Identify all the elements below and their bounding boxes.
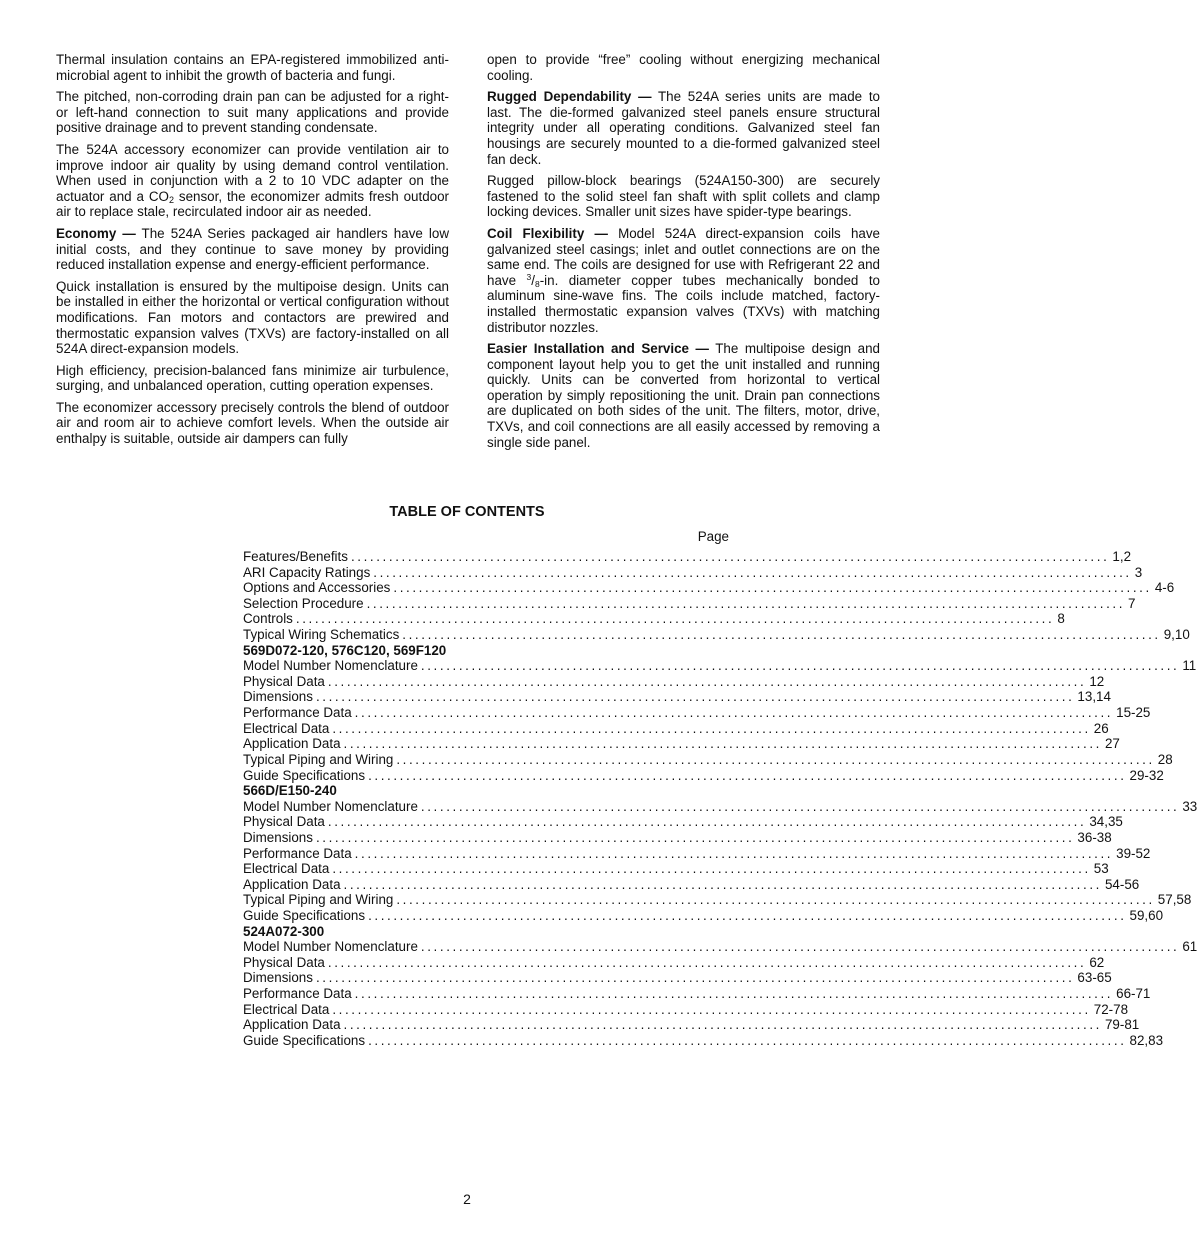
toc-entry — [243, 1001, 1129, 1018]
fraction-denominator: 8 — [534, 278, 540, 289]
toc-entry-page: 15-25 — [1116, 705, 1151, 721]
toc-entry-label: Application Data — [243, 1017, 341, 1033]
toc-entry — [243, 658, 1197, 674]
toc-entry-page: 62 — [1089, 954, 1105, 970]
toc-entry-page: 63-65 — [1077, 970, 1112, 986]
table-of-contents — [243, 529, 1197, 1049]
toc-entry-label: Physical Data — [243, 814, 325, 830]
toc-entry-page: 33 — [1182, 798, 1197, 814]
toc-entry — [243, 876, 1140, 893]
toc-entry-label: Model Number Nomenclature — [243, 939, 418, 955]
toc-entry — [243, 673, 1105, 690]
toc-entry-page: 82,83 — [1129, 1032, 1164, 1048]
toc-entry — [243, 954, 1105, 971]
toc-entry — [243, 845, 1151, 862]
toc-entry — [243, 939, 1197, 955]
toc-entry-label: Model Number Nomenclature — [243, 798, 418, 814]
toc-entry — [243, 705, 1151, 721]
toc-entry-label: Electrical Data — [243, 720, 330, 736]
toc-entry — [243, 814, 1123, 830]
toc-entry-page: 13,14 — [1077, 689, 1111, 705]
toc-entry-page: 54-56 — [1104, 876, 1140, 892]
paragraph-lead-heading: Easier Installation and Service — — [487, 341, 709, 357]
toc-entry-label: Physical Data — [243, 673, 325, 689]
toc-section-entries — [243, 798, 1197, 924]
toc-entry-page: 29-32 — [1129, 767, 1164, 783]
toc-entry-page: 1,2 — [1112, 549, 1132, 564]
page-number: 2 — [463, 1191, 471, 1207]
toc-entry-page: 34,35 — [1089, 814, 1123, 830]
toc-dot-leader: ........................................................................................................................ — [354, 845, 1114, 861]
subscript: 2 — [168, 194, 174, 205]
toc-section-heading: 569D072-120, 576C120, 569F120 — [243, 642, 447, 658]
toc-entry-label: Performance Data — [243, 986, 352, 1002]
toc-dot-leader: ........................................................................................................................ — [393, 580, 1152, 596]
toc-dot-leader: ........................................................................................................................ — [315, 689, 1075, 705]
toc-entry-label: Features/Benefits — [243, 549, 348, 564]
toc-entry-label: Electrical Data — [243, 1001, 330, 1017]
toc-entry — [243, 1032, 1164, 1049]
toc-dot-leader: ........................................................................................................................ — [327, 954, 1087, 970]
toc-general-entries — [243, 549, 1190, 643]
paragraph-lead-heading: Coil Flexibility — — [487, 225, 608, 241]
toc-entry-page: 59,60 — [1129, 908, 1164, 924]
toc-entry — [243, 829, 1112, 846]
toc-dot-leader: ........................................................................................................................ — [373, 564, 1132, 580]
toc-entry — [243, 611, 1065, 627]
toc-dot-leader: ........................................................................................................................ — [368, 1032, 1127, 1048]
text-segment: The 524A series units are made to last. The die-formed galvanized steel panels ensure structural integrity under all operating conditions. Galvanized steel fan housings are securely mounted to a die-formed galvanized steel fan deck. — [487, 89, 881, 167]
toc-entry-label: Guide Specifications — [243, 767, 366, 783]
toc-dot-leader: ........................................................................................................................ — [332, 861, 1091, 877]
text-segment: The 524A Series packaged air handlers have low initial costs, and they continue to save money by providing reduced installation expense and energy-efficient performance. — [56, 225, 449, 273]
toc-entry — [243, 549, 1132, 565]
toc-entry-page: 39-52 — [1116, 845, 1151, 861]
toc-dot-leader: ........................................................................................................................ — [366, 595, 1126, 611]
toc-entry — [243, 798, 1197, 815]
toc-dot-leader: ........................................................................................................................ — [343, 736, 1102, 752]
toc-entry-label: Guide Specifications — [243, 908, 366, 924]
toc-entry-label: Electrical Data — [243, 861, 330, 877]
paragraph-lead-heading: Rugged Dependability — — [487, 89, 652, 105]
toc-entry-label: Typical Piping and Wiring — [243, 751, 394, 767]
toc-entry — [243, 736, 1120, 752]
toc-entry-label: Typical Piping and Wiring — [243, 892, 394, 908]
toc-dot-leader: ........................................................................................................................ — [354, 986, 1114, 1002]
toc-entry-label: Options and Accessories — [243, 580, 391, 596]
toc-page-label: Page — [697, 529, 729, 544]
toc-entry-page: 79-81 — [1104, 1017, 1140, 1033]
toc-dot-leader: ........................................................................................................................ — [343, 1017, 1102, 1033]
toc-dot-leader: ........................................................................................................................ — [368, 908, 1127, 924]
fraction-numerator: 3 — [526, 271, 532, 282]
toc-section-entries — [243, 658, 1197, 783]
toc-entry-label: Dimensions — [243, 970, 313, 986]
toc-dot-leader: ........................................................................................................................ — [368, 767, 1127, 783]
toc-dot-leader: ........................................................................................................................ — [295, 611, 1055, 627]
toc-entry — [243, 986, 1151, 1002]
toc-entry-page: 66-71 — [1116, 986, 1151, 1002]
toc-entry — [243, 627, 1190, 643]
paragraph-insulation: Thermal insulation contains an EPA-registered immobilized anti-microbial agent to inhibit the growth of bacteria and fungi. — [56, 52, 449, 83]
toc-entry-label: Dimensions — [243, 829, 313, 845]
paragraph-easier-installation — [487, 341, 880, 450]
toc-entry-page: 12 — [1089, 673, 1105, 689]
toc-dot-leader: ........................................................................................................................ — [350, 549, 1110, 564]
toc-entry-page: 27 — [1104, 736, 1120, 752]
toc-entry-page: 4-6 — [1154, 580, 1175, 596]
left-column — [56, 52, 449, 453]
toc-entry-label: Typical Wiring Schematics — [243, 627, 400, 643]
toc-entry — [243, 908, 1164, 924]
toc-entry-label: Application Data — [243, 876, 341, 892]
toc-dot-leader: ........................................................................................................................ — [420, 939, 1180, 955]
toc-entry — [243, 595, 1136, 612]
toc-entry-page: 53 — [1093, 861, 1109, 877]
toc-entry — [243, 892, 1192, 908]
toc-entry — [243, 580, 1175, 596]
toc-dot-leader: ........................................................................................................................ — [327, 673, 1087, 689]
toc-entry — [243, 689, 1111, 705]
toc-dot-leader: ........................................................................................................................ — [420, 658, 1180, 674]
toc-dot-leader: ........................................................................................................................ — [332, 1001, 1091, 1017]
toc-entry — [243, 1017, 1140, 1033]
text-segment: Model 524A direct-expansion coils have galvanized steel casings; inlet and outlet connections are on the same end. The coils are designed for use with Refrigerant 22 and have — [487, 225, 881, 288]
toc-entry-label: Guide Specifications — [243, 1032, 366, 1048]
toc-entry — [243, 767, 1164, 784]
toc-dot-leader: ........................................................................................................................ — [332, 720, 1091, 736]
paragraph-rugged-dependability — [487, 89, 880, 167]
toc-dot-leader: ........................................................................................................................ — [343, 876, 1102, 892]
toc-entry-label: Performance Data — [243, 845, 352, 861]
toc-entry-label: Application Data — [243, 736, 341, 752]
toc-entry-page: 9,10 — [1163, 627, 1190, 643]
paragraph-free-cooling: open to provide “free” cooling without energizing mechanical cooling. — [487, 52, 880, 83]
paragraph-drain-pan: The pitched, non-corroding drain pan can be adjusted for a right- or left-hand connection to suit many applications and provide positive drainage and to prevent standing condensate. — [56, 89, 449, 136]
toc-entry-label: Dimensions — [243, 689, 313, 705]
text-segment: The 524A accessory economizer can provide ventilation air to improve indoor air quality by using demand control ventilation. When used in conjunction with a 2 to 10 VDC adapter on the actuator and a CO — [56, 141, 449, 204]
paragraph-coil-flexibility — [487, 226, 880, 335]
toc-entry-label: Controls — [243, 611, 293, 627]
toc-dot-leader: ........................................................................................................................ — [420, 798, 1180, 814]
toc-entry-label: ARI Capacity Ratings — [243, 564, 371, 580]
paragraph-bearings: Rugged pillow-block bearings (524A150-300) are securely fastened to the solid steel fan shaft with split collets and clamp locking devices. Smaller unit sizes have spider-type bearings. — [487, 173, 880, 220]
toc-dot-leader: ........................................................................................................................ — [327, 814, 1087, 830]
toc-entry — [243, 751, 1173, 768]
right-column — [487, 52, 880, 456]
toc-section-entries — [243, 939, 1197, 1048]
toc-entry-page: 26 — [1093, 720, 1109, 736]
toc-entry — [243, 720, 1109, 737]
text-segment: sensor, the economizer admits fresh outdoor air to replace stale, recirculated indoor air as needed. — [56, 188, 450, 220]
toc-entry-page: 3 — [1134, 564, 1143, 580]
paragraph-economy — [56, 226, 449, 273]
toc-entry-page: 28 — [1157, 751, 1173, 767]
toc-entry-page: 57,58 — [1157, 892, 1192, 908]
toc-entry-label: Selection Procedure — [243, 595, 364, 611]
toc-entry — [243, 970, 1112, 986]
toc-dot-leader: ........................................................................................................................ — [315, 829, 1075, 845]
toc-section-heading: 524A072-300 — [243, 923, 325, 939]
text-segment: The multipoise design and component layout help you to get the unit installed and running quickly. Units can be converted from horizontal to vertical operation by simply repositioning the unit. Drain pan connections are duplicated on both sides of the unit. The filters, motor, drive, TXVs, and coil connections are all easily accessed by removing a single side panel. — [487, 341, 880, 450]
toc-entry-page: 36-38 — [1077, 829, 1112, 845]
text-segment: -in. diameter copper tubes mechanically bonded to aluminum sine-wave fins. The coils include matched, factory-installed thermostatic expansion valves (TXVs) with matching distributor nozzles. — [487, 272, 880, 335]
toc-dot-leader: ........................................................................................................................ — [396, 751, 1155, 767]
toc-entry-page: 61 — [1182, 939, 1197, 955]
toc-entry-label: Model Number Nomenclature — [243, 658, 418, 674]
toc-section-heading: 566D/E150-240 — [243, 783, 337, 799]
toc-dot-leader: ........................................................................................................................ — [315, 970, 1075, 986]
toc-dot-leader: ........................................................................................................................ — [396, 892, 1155, 908]
fraction: $^3/_8$ — [526, 271, 540, 289]
toc-dot-leader: ........................................................................................................................ — [354, 705, 1114, 721]
toc-dot-leader: ........................................................................................................................ — [402, 627, 1161, 643]
toc-entry-page: 8 — [1057, 611, 1065, 627]
toc-entry-page: 7 — [1128, 595, 1136, 611]
toc-entry-page: 72-78 — [1093, 1001, 1129, 1017]
paragraph-high-efficiency: High efficiency, precision-balanced fans minimize air turbulence, surging, and unbalanced operation, cutting operation expenses. — [56, 362, 449, 394]
toc-entry-label: Performance Data — [243, 705, 352, 721]
paragraph-quick-installation: Quick installation is ensured by the multipoise design. Units can be installed in either the horizontal or vertical configuration without modifications. Fan motors and contactors are prewired and thermostatic expansion valves (TXVs) are factory-installed on all 524A direct-expansion models. — [56, 278, 449, 357]
toc-entry-page: 11 — [1182, 658, 1197, 674]
toc-title: TABLE OF CONTENTS — [389, 504, 545, 520]
paragraph-economizer-accessory — [56, 142, 449, 220]
paragraph-lead-heading: Economy — — [56, 225, 136, 241]
toc-entry — [243, 861, 1109, 877]
toc-entry — [243, 564, 1143, 581]
toc-entry-label: Physical Data — [243, 954, 325, 970]
paragraph-economizer-control: The economizer accessory precisely controls the blend of outdoor air and room air to achieve comfort levels. When the outside air enthalpy is suitable, outside air dampers can fully — [56, 399, 449, 447]
